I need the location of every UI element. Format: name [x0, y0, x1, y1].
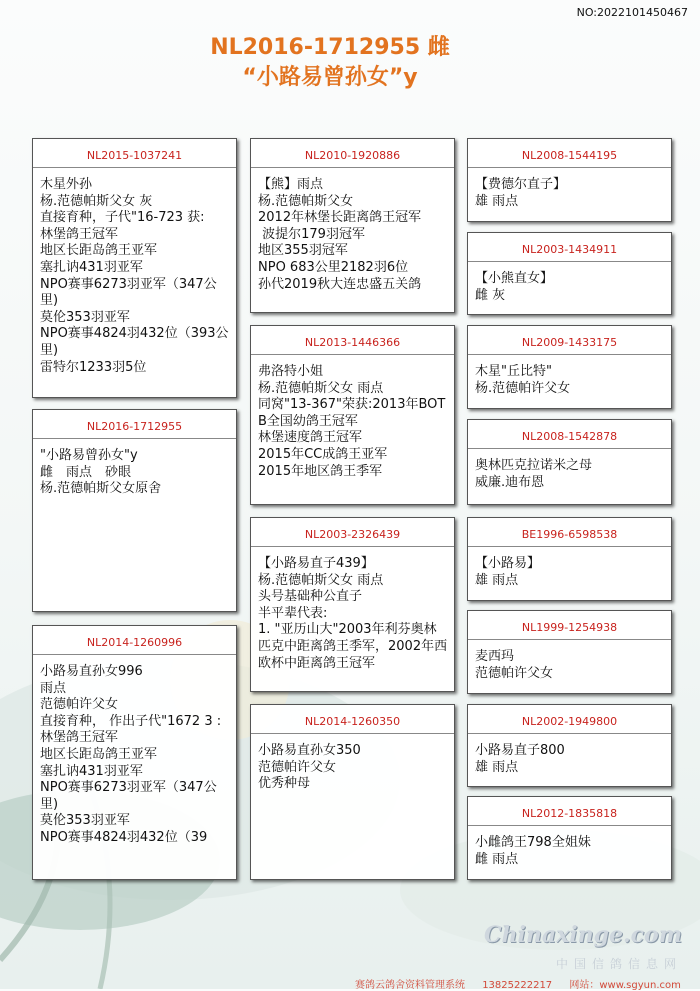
- pedigree-card-great-grandparent: [467, 517, 672, 601]
- footer-phone: 13825222217: [482, 980, 553, 991]
- pedigree-card-great-grandparent: [467, 610, 672, 694]
- site-subtitle: 中国信鸽信息网: [555, 957, 682, 971]
- card-text: 【小路易】 雄 雨点: [475, 556, 541, 588]
- record-number: NO:2022101450467: [576, 6, 688, 19]
- page-title: NL2016-1712955 雌: [210, 35, 450, 60]
- pedigree-card-dam: [32, 625, 237, 880]
- pedigree-card-great-grandparent: [467, 325, 672, 409]
- page-subtitle: “小路易曾孙女”y: [242, 65, 418, 90]
- pedigree-card-grandparent: [250, 325, 455, 505]
- card-text: "小路易曾孙女"y 雌 雨点 砂眼 杨.范德帕斯父女原舍: [40, 448, 162, 497]
- card-text: 小路易直孙女350 范德帕许父女 优秀种母: [258, 743, 361, 792]
- card-text: 【小熊直女】 雌 灰: [475, 271, 554, 303]
- ring-number: NL2012-1835818: [521, 807, 618, 820]
- site-logo: Chinaxinge.com: [484, 922, 682, 948]
- card-text: 麦西玛 范德帕许父女: [475, 649, 554, 681]
- card-text: 小雌鸽王798全姐妹 雌 雨点: [475, 835, 591, 867]
- card-text: 【小路易直子439】 杨.范德帕斯父女 雨点 头号基础种公直子 半平辈代表: 1. "亚历山大"2003年利芬奥林匹克中距离鸽王季军，2002年西欧杯中距离鸽王冠军: [258, 556, 448, 671]
- pedigree-card-great-grandparent: [467, 796, 672, 880]
- ring-number: NL2014-1260350: [304, 715, 401, 728]
- card-text: 【费德尔直子】 雄 雨点: [475, 177, 567, 209]
- card-text: 【熊】雨点 杨.范德帕斯父女 2012年林堡长距离鸽王冠军 波提尔179羽冠军 地区355羽冠军 NPO 683公里2182羽6位 孙代2019秋大连忠盛五关鸽: [258, 177, 422, 292]
- pedigree-card-grandparent: [250, 704, 455, 880]
- pedigree-card-great-grandparent: [467, 704, 672, 787]
- card-text: 木星"丘比特" 杨.范德帕许父女: [475, 364, 571, 396]
- pedigree-card-great-grandparent: [467, 138, 672, 222]
- pedigree-card-grandparent: [250, 138, 455, 313]
- ring-number: BE1996-6598538: [521, 528, 618, 541]
- ring-number: NL2016-1712955: [86, 420, 183, 433]
- ring-number: NL2015-1037241: [86, 149, 183, 162]
- ring-number: NL2003-2326439: [304, 528, 401, 541]
- pedigree-card-sire: [32, 138, 237, 398]
- ring-number: NL2008-1544195: [521, 149, 618, 162]
- pedigree-card-grandparent: [250, 517, 455, 692]
- card-text: 小路易直子800 雄 雨点: [475, 743, 565, 775]
- ring-number: NL2014-1260996: [86, 636, 183, 649]
- pedigree-card-subject: [32, 409, 237, 612]
- card-text: 小路易直孙女996 雨点 范德帕许父女 直接育种， 作出子代"1672 3 : 林堡鸽王冠军 地区长距岛鸽王亚军 塞扎讷431羽亚军 NPO赛事6273羽亚军（347公里) 莫伦353羽亚军 NPO赛事4824羽432位（39: [40, 664, 222, 845]
- pedigree-card-great-grandparent: [467, 232, 672, 315]
- card-text: 木星外孙 杨.范德帕斯父女 灰 直接育种，子代"16-723 获: 林堡鸽王冠军 地区长距岛鸽王亚军 塞扎讷431羽亚军 NPO赛事6273羽亚军（347公里) 莫伦353羽亚军 NPO赛事4824羽432位（393公里) 雷特尔1233羽5位: [40, 177, 229, 375]
- ring-number: NL2013-1446366: [304, 336, 401, 349]
- card-text: 弗洛特小姐 杨.范德帕斯父女 雨点 同窝"13-367"荣获:2013年BOTB全国幼鸽王冠军 林堡速度鸽王冠军 2015年CC成鸽王亚军 2015年地区鸽王季军: [258, 364, 446, 479]
- card-text: 奥林匹克拉诺米之母 威廉.迪布恩: [475, 458, 593, 490]
- ring-number: NL1999-1254938: [521, 621, 618, 634]
- footer-site: 网站：www.sgyun.com: [569, 980, 681, 991]
- ring-number: NL2008-1542878: [521, 430, 618, 443]
- ring-number: NL2009-1433175: [521, 336, 618, 349]
- ring-number: NL2003-1434911: [521, 243, 618, 256]
- ring-number: NL2002-1949800: [521, 715, 618, 728]
- pedigree-card-great-grandparent: [467, 419, 672, 505]
- footer-system: 赛鸽云鸽舍资料管理系统: [355, 980, 465, 991]
- ring-number: NL2010-1920886: [304, 149, 401, 162]
